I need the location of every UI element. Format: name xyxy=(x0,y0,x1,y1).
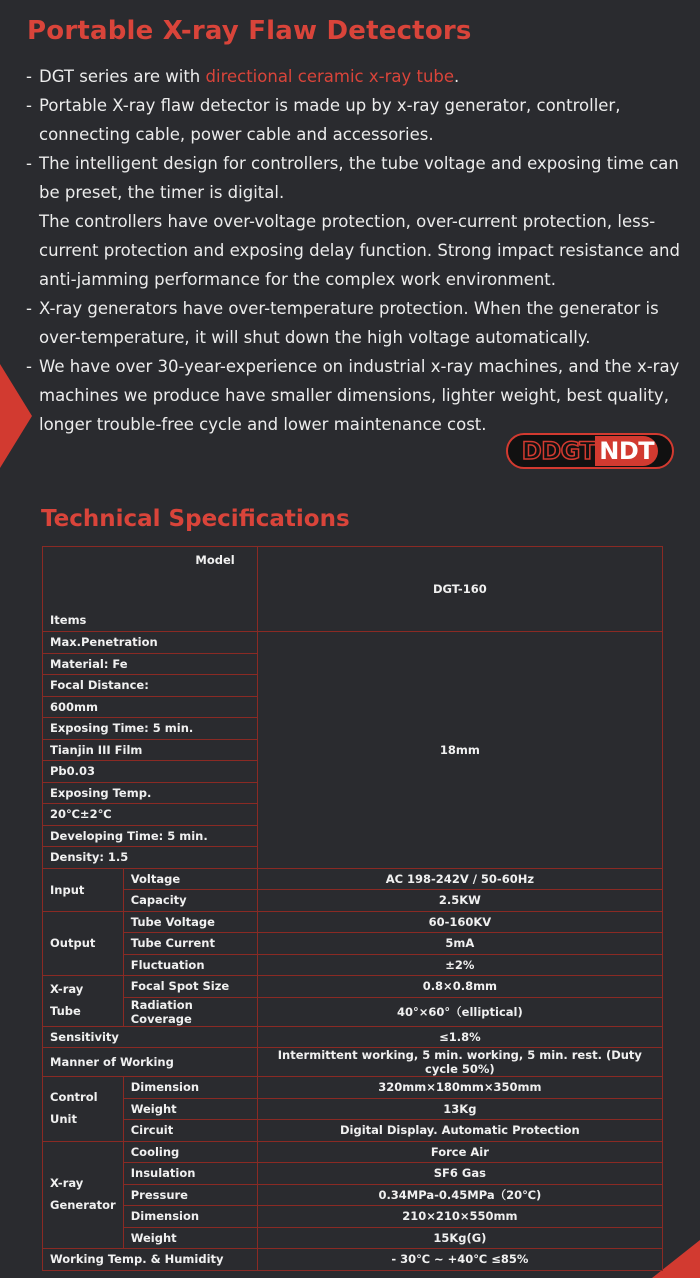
specs-title: Technical Specifications xyxy=(41,506,350,532)
table-row: Density: 1.5 xyxy=(43,847,663,869)
group-input: Input xyxy=(43,868,124,911)
table-row: 20℃±2℃ xyxy=(43,804,663,826)
table-row: Circuit Digital Display. Automatic Protection xyxy=(43,1120,663,1142)
table-row: Tianjin III Film xyxy=(43,739,663,761)
table-row xyxy=(43,547,663,632)
table-row: Radiation Coverage 40°×60°（elliptical) xyxy=(43,997,663,1026)
list-item: - We have over 30-year-experience on industrial x-ray machines, and the x-ray machines we produce have smaller dimensions, lighter weight, best quality, longer trouble-free cycle and lower maintenance cost. xyxy=(26,357,680,434)
group-xray-generator: X-ray Generator xyxy=(43,1141,124,1249)
model-value: DGT-160 xyxy=(257,547,662,632)
table-row: Weight 15Kg(G) xyxy=(43,1227,663,1249)
group-control-unit: Control Unit xyxy=(43,1077,124,1142)
table-row: Exposing Temp. xyxy=(43,782,663,804)
table-row: Output Tube Voltage 60-160KV xyxy=(43,911,663,933)
table-row: Pressure 0.34MPa-0.45MPa（20℃) xyxy=(43,1184,663,1206)
page-title: Portable X-ray Flaw Detectors xyxy=(27,16,472,46)
penetration-value: 18mm xyxy=(257,632,662,869)
table-row: Weight 13Kg xyxy=(43,1098,663,1120)
list-item: - DGT series are with directional ceramic x-ray tube. xyxy=(26,67,460,86)
table-row: Pb0.03 xyxy=(43,761,663,783)
highlight-text: directional ceramic x-ray tube xyxy=(205,67,455,86)
table-row: 600mm xyxy=(43,696,663,718)
table-row: Material: Fe xyxy=(43,653,663,675)
model-label: Model xyxy=(195,553,235,567)
table-row: Fluctuation ±2% xyxy=(43,954,663,976)
table-row: Working Temp. & Humidity - 30℃ ~ +40℃ ≤85% xyxy=(43,1249,663,1271)
table-row: X-ray Tube Focal Spot Size 0.8×0.8mm xyxy=(43,976,663,998)
list-item: - Portable X-ray flaw detector is made up by x-ray generator, controller, connecting cable, power cable and accessories. xyxy=(26,96,621,144)
table-row: Max.Penetration 18mm xyxy=(43,632,663,654)
brand-logo: DDGT NDT xyxy=(506,433,674,469)
table-row: Input Voltage AC 198-242V / 50-60Hz xyxy=(43,868,663,890)
header-cell xyxy=(43,547,258,632)
group-output: Output xyxy=(43,911,124,976)
table-row: Control Unit Dimension 320mm×180mm×350mm xyxy=(43,1077,663,1099)
table-row: Exposing Time: 5 min. xyxy=(43,718,663,740)
table-row: Insulation SF6 Gas xyxy=(43,1163,663,1185)
items-label: Items xyxy=(50,613,87,627)
table-row: Capacity 2.5KW xyxy=(43,890,663,912)
spec-table xyxy=(42,546,663,1271)
feature-list xyxy=(26,62,696,439)
table-row: X-ray Generator Cooling Force Air xyxy=(43,1141,663,1163)
table-row: Sensitivity ≤1.8% xyxy=(43,1026,663,1048)
table-row: Focal Distance: xyxy=(43,675,663,697)
table-row: Manner of Working Intermittent working, 5 min. working, 5 min. rest. (Duty cycle 50%) xyxy=(43,1048,663,1077)
list-item: - X-ray generators have over-temperature protection. When the generator is over-temperature, it will shut down the high voltage automatically. xyxy=(26,299,659,347)
table-row: Tube Current 5mA xyxy=(43,933,663,955)
group-xray-tube: X-ray Tube xyxy=(43,976,124,1027)
table-row: Developing Time: 5 min. xyxy=(43,825,663,847)
list-item: - The intelligent design for controllers, the tube voltage and exposing time can be preset, the timer is digital. The controllers have over-voltage protection, over-current protection, less-current protection and exposing delay function. Strong impact resistance and anti-jamming performance for the complex work environment. xyxy=(26,154,680,289)
table-row: Dimension 210×210×550mm xyxy=(43,1206,663,1228)
